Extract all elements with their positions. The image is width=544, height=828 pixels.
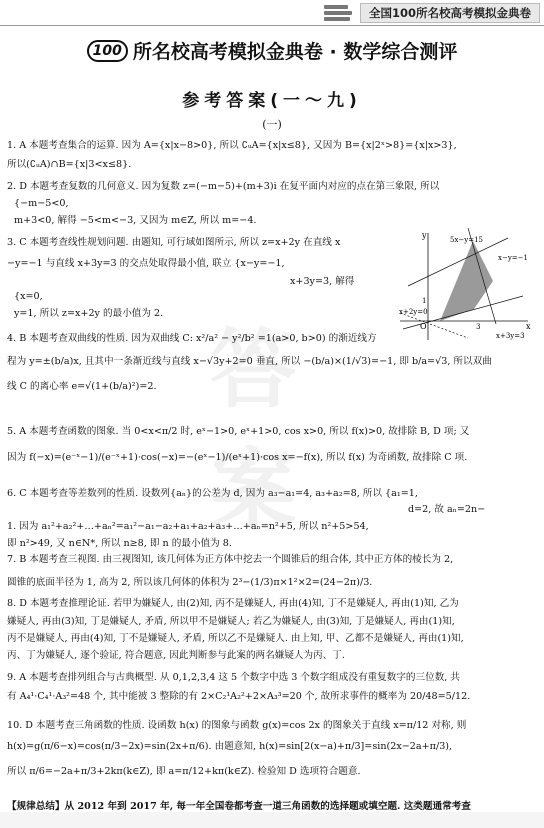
- answer-line: 线 C 的离心率 e=√(1+(b/a)²)=2.: [7, 381, 157, 392]
- section-number: (一): [262, 118, 282, 131]
- page-subtitle: 参考答案(一～九): [182, 91, 362, 111]
- feasible-region-figure: [398, 228, 534, 348]
- label-x: x: [526, 322, 531, 331]
- logo-100: 100: [87, 40, 128, 62]
- answer-line: 有 A₄¹·C₄¹·A₃²=48 个, 其中能被 3 整除的有 2×C₂¹A₂²+2×A₃³=20 个, 故所求事件的概率为 20/48=5/12.: [7, 691, 471, 702]
- answer-line: x+3y=3, 解得: [290, 276, 355, 287]
- label-x-2y-0: x+2y=0: [399, 308, 428, 316]
- answer-line: 圆锥的底面半径为 1, 高为 2, 所以该几何体的体积为 2³−(1/3)π×1²×2=(24−2π)/3.: [7, 577, 373, 588]
- main-title-text: 所名校高考模拟金典卷 · 数学综合测评: [132, 41, 458, 63]
- label-tick-1: 1: [422, 297, 427, 305]
- footer-band: [0, 812, 544, 828]
- label-origin: O: [420, 322, 427, 331]
- series-title: 全国100所名校高考模拟金典卷: [360, 3, 540, 23]
- label-x-3y-3: x+3y=3: [496, 332, 525, 340]
- answer-line: 6. C 本题考查等差数列的性质. 设数列{aₙ}的公差为 d, 因为 a₃−a₁=4, a₃+a₂=8, 所以 {a₁=1,: [7, 488, 418, 499]
- label-y: y: [422, 231, 427, 240]
- answer-line: {−m−5<0,: [14, 198, 69, 209]
- watermark-char-1: 答: [210, 320, 296, 420]
- answer-line: 5. A 本题考查函数的图象. 当 0<x<π/2 时, eˣ−1>0, eˣ+1>0, cos x>0, 所以 f(x)>0, 故排除 B, D 项; 又: [7, 426, 470, 437]
- answer-line: 【规律总结】从 2012 年到 2017 年, 每一年全国卷都考查一道三角函数的选择题或填空题. 这类题通常考查: [7, 801, 471, 812]
- answer-line: 即 n²>49, 又 n∈N*, 所以 n≥8, 即 n 的最小值为 8.: [7, 538, 232, 549]
- answer-line: {x=0,: [14, 291, 43, 302]
- answer-line: 9. A 本题考查排列组合与古典概型. 从 0,1,2,3,4 这 5 个数字中选 3 个数字组成没有重复数字的三位数, 共: [7, 672, 460, 683]
- books-icon: [324, 4, 354, 22]
- answer-line: y=1, 所以 z=x+2y 的最小值为 2.: [14, 308, 164, 319]
- answer-line: −y=−1 与直线 x+3y=3 的交点处取得最小值, 联立 {x−y=−1,: [7, 258, 285, 269]
- main-title: [0, 37, 544, 64]
- answer-line: 丙、丁为嫌疑人, 逐个验证, 符合题意, 因此判断参与此案的两名嫌疑人为丙、丁.: [7, 650, 345, 661]
- feasible-region: [440, 241, 493, 321]
- answer-line: 3. C 本题考查线性规划问题. 由题知, 可行域如图所示, 所以 z=x+2y 在直线 x: [7, 237, 341, 248]
- label-5x-y-15: 5x−y=15: [450, 236, 483, 244]
- answer-line: 所以 π/6=−2a+π/3+2kπ(k∈Z), 即 a=π/12+kπ(k∈Z). 检验知 D 选项符合题意.: [7, 766, 361, 777]
- answer-line: 2. D 本题考查复数的几何意义. 因为复数 z=(−m−5)+(m+3)i 在复平面内对应的点在第三象限, 所以: [7, 181, 440, 192]
- answer-line: 丙不是嫌疑人, 再由(4)知, 丁不是嫌疑人, 矛盾, 所以乙不是嫌疑人. 由上知, 甲、乙都不是嫌疑人, 再由(1)知,: [7, 633, 464, 644]
- answer-line: 嫌疑人, 再由(3)知, 丁是嫌疑人, 矛盾, 所以甲不是嫌疑人; 若乙为嫌疑人, 由(3)知, 丁是嫌疑人, 再由(1)知,: [7, 616, 455, 627]
- answer-line: 1. 因为 a₁²+a₂²+…+aₙ²=a₁²−a₁−a₂+a₁+a₂+a₃+…+aₙ=n²+5, 所以 n²+5>54,: [7, 521, 369, 532]
- answer-line: d=2, 故 aₙ=2n−: [408, 504, 486, 515]
- answer-line: 10. D 本题考查三角函数的性质. 设函数 h(x) 的图象与函数 g(x)=cos 2x 的图象关于直线 x=π/12 对称, 则: [7, 720, 467, 731]
- answer-line: m+3<0, 解得 −5<m<−3, 又因为 m∈Z, 所以 m=−4.: [14, 215, 257, 226]
- answer-line: 程为 y=±(b/a)x, 且其中一条渐近线与直线 x−√3y+2=0 垂直, 所以 −(b/a)×(1/√3)=−1, 即 b/a=√3, 所以双曲: [7, 356, 492, 367]
- answer-line: 8. D 本题考查推理论证. 若甲为嫌疑人, 由(2)知, 丙不是嫌疑人, 再由(4)知, 丁不是嫌疑人, 再由(1)知, 乙为: [7, 598, 459, 609]
- answer-line: h(x)=g(π/6−x)=cos(π/3−2x)=sin(2x+π/6). 由题意知, h(x)=sin[2(x−a)+π/3]=sin(2x−2a+π/3),: [7, 741, 453, 752]
- answer-line: 1. A 本题考查集合的运算. 因为 A={x|x−8>0}, 所以 ∁ᵤA={x|x≤8}, 又因为 B={x|2ˣ>8}={x|x>3},: [7, 140, 457, 151]
- header-divider: [0, 25, 544, 26]
- page-header: [324, 3, 540, 23]
- line-x-plus-2y: [400, 313, 468, 338]
- answer-line: 7. B 本题考查三视图. 由三视图知, 该几何体为正方体中挖去一个圆锥后的组合体, 其中正方体的棱长为 2,: [7, 554, 454, 565]
- label-tick-3: 3: [476, 323, 481, 331]
- answer-line: 4. B 本题考查双曲线的性质. 因为双曲线 C: x²/a² − y²/b² =1(a>0, b>0) 的渐近线方: [7, 333, 377, 344]
- answer-line: 因为 f(−x)=(e⁻ˣ−1)/(e⁻ˣ+1)·cos(−x)=−(eˣ−1)/(eˣ+1)·cos x=−f(x), 所以 f(x) 为奇函数, 故排除 C 项.: [7, 452, 468, 463]
- answer-line: 所以(∁ᵤA)∩B={x|3<x≤8}.: [7, 159, 132, 170]
- watermark-char-2: 案: [210, 440, 296, 540]
- label-x-y-neg1: x−y=−1: [498, 254, 528, 262]
